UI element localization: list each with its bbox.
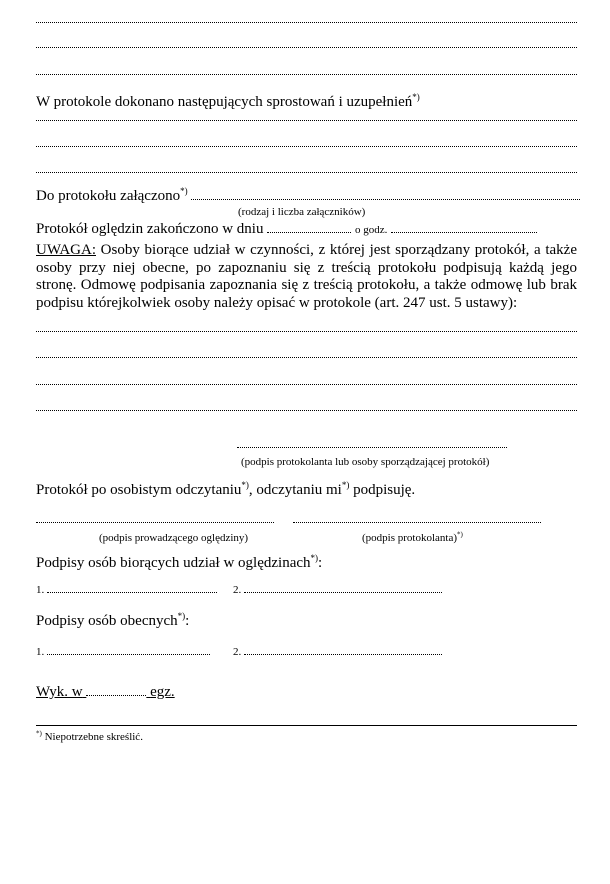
ended-label: Protokół oględzin zakończono w dniu	[36, 221, 264, 237]
participant-2-field[interactable]	[244, 592, 442, 593]
read-statement-c: podpisuję.	[349, 482, 416, 498]
present-1-field[interactable]	[47, 654, 210, 655]
ended-hour-field[interactable]	[391, 232, 537, 233]
corrections-line-1[interactable]	[36, 120, 577, 121]
participant-1-number: 1.	[36, 584, 45, 596]
warning-line-4[interactable]	[36, 410, 577, 411]
recorder-signature-line-2[interactable]	[293, 522, 541, 523]
participants-label: Podpisy osób biorących udział w oględzinach	[36, 555, 311, 571]
lead-signature-caption: (podpis prowadzącego oględziny)	[99, 532, 249, 544]
participants-row: Podpisy osób biorących udział w oględzinach*):	[36, 553, 323, 571]
footnote-mark: *)	[341, 480, 350, 490]
participant-1-field[interactable]	[47, 592, 217, 593]
attachments-caption: (rodzaj i liczba załączników)	[238, 206, 366, 218]
footnote-text: Niepotrzebne skreślić.	[44, 731, 143, 743]
footnote-separator	[36, 725, 577, 726]
corrections-label-row	[36, 94, 420, 111]
dotted-line-3[interactable]	[36, 74, 577, 75]
footnote-mark: *)	[310, 553, 319, 563]
warning-line-1[interactable]	[36, 331, 577, 332]
present-1	[36, 646, 210, 658]
present-2-field[interactable]	[244, 654, 442, 655]
present-label: Podpisy osób obecnych	[36, 613, 178, 629]
warning-text: Osoby biorące udział w czynności, z której jest sporządzany protokół, a także osoby przy niej obecne, po zapoznaniu się z treścią protokołu podpisują każdą jego stronę. Odmowę podpisania zapoznania się z treścią protokołu, a także odmowę lub brak podpisu którejkolwiek osoby należy opisać w protokole (art. 247 ust. 5 ustawy):	[36, 242, 577, 311]
present-1-number: 1.	[36, 646, 45, 658]
footnote-mark: *)	[241, 480, 249, 490]
footnote	[36, 731, 143, 743]
corrections-label: W protokole dokonano następujących sprostowań i uzupełnień	[36, 94, 413, 110]
present-2	[233, 646, 442, 658]
corrections-line-3[interactable]	[36, 172, 577, 173]
warning-line-3[interactable]	[36, 384, 577, 385]
present-row: Podpisy osób obecnych*):	[36, 611, 190, 629]
footnote-mark: *)	[36, 729, 42, 738]
footnote-mark: *)	[412, 92, 420, 102]
corrections-line-2[interactable]	[36, 146, 577, 147]
footnote-mark: *)	[180, 186, 188, 196]
lead-signature-line[interactable]	[36, 522, 274, 523]
read-statement-a: Protokół po osobistym odczytaniu	[36, 482, 242, 498]
ended-row	[36, 221, 537, 239]
attachments-row	[36, 188, 580, 205]
footnote-mark: *)	[457, 530, 463, 539]
attachments-field[interactable]	[191, 199, 580, 200]
warning-paragraph	[36, 242, 577, 312]
warning-line-2[interactable]	[36, 357, 577, 358]
ended-hour-label: o godz.	[354, 224, 388, 236]
dotted-line-2[interactable]	[36, 47, 577, 48]
recorder-signature-line[interactable]	[237, 447, 507, 448]
present-2-number: 2.	[233, 646, 242, 658]
ended-date-field[interactable]	[267, 232, 351, 233]
recorder-signature-caption-row	[362, 532, 463, 544]
participant-1	[36, 584, 217, 596]
dotted-line-1[interactable]	[36, 22, 577, 23]
copies-suffix: egz.	[150, 684, 175, 700]
read-statement-b: , odczytaniu mi	[248, 482, 342, 498]
participant-2-number: 2.	[233, 584, 242, 596]
recorder-signature-caption: (podpis protokolanta)	[362, 532, 458, 544]
recorder-caption: (podpis protokolanta lub osoby sporządzającej protokół)	[241, 456, 490, 468]
copies-field[interactable]	[86, 695, 146, 696]
footnote-mark: *)	[177, 611, 186, 621]
copies-prefix: Wyk. w	[36, 684, 83, 700]
read-statement	[36, 482, 415, 499]
warning-label: UWAGA:	[36, 242, 96, 258]
copies-row	[36, 684, 175, 701]
participant-2	[233, 584, 442, 596]
attachments-label: Do protokołu załączono	[36, 188, 181, 204]
